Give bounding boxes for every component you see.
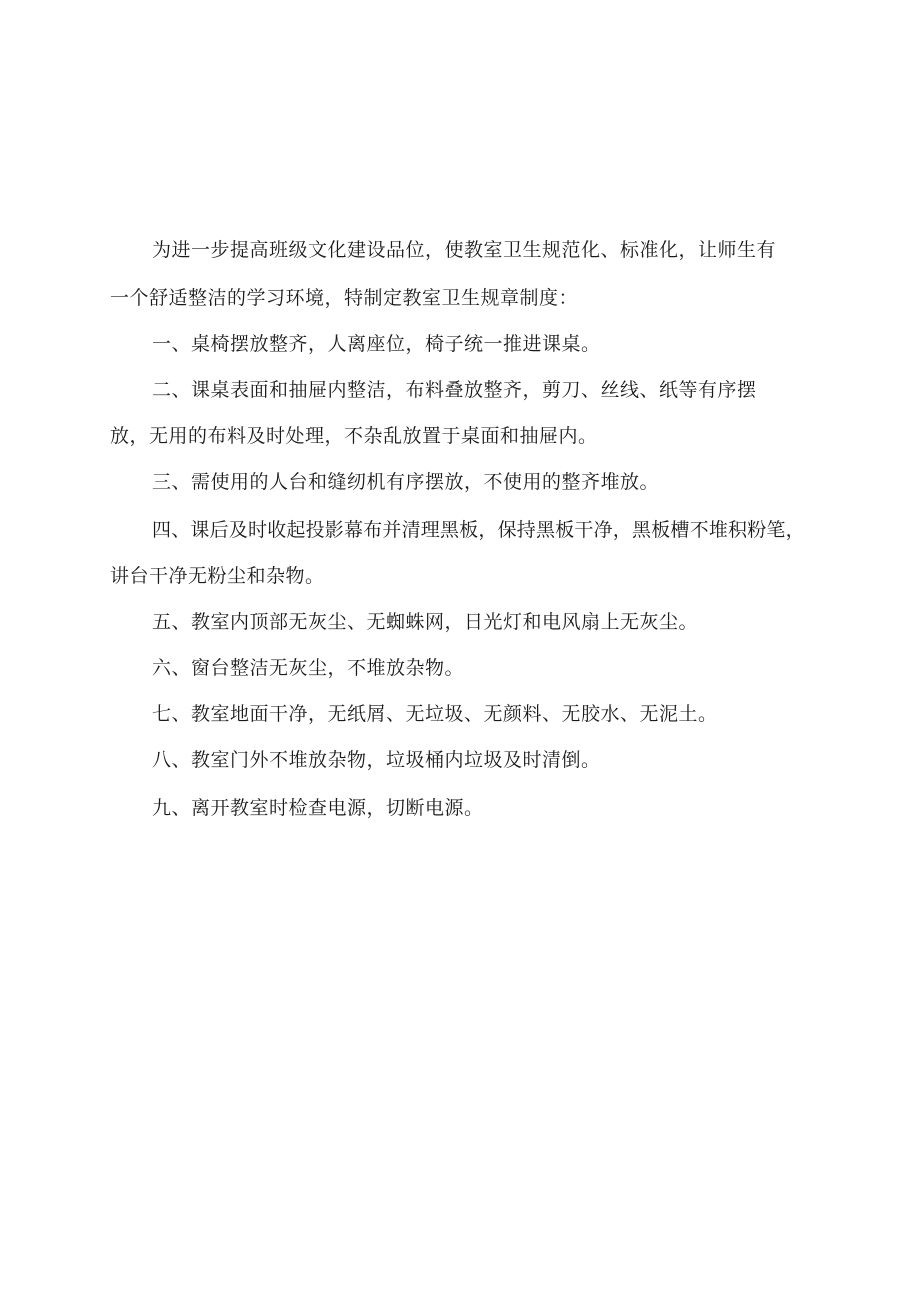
rule-8: 八、教室门外不堆放杂物，垃圾桶内垃圾及时清倒。 [152,749,601,771]
rule-9: 九、离开教室时检查电源，切断电源。 [152,797,484,819]
rule-2-line-2: 放，无用的布料及时处理，不杂乱放置于桌面和抽屉内。 [110,425,598,447]
intro-line-1: 为进一步提高班级文化建设品位，使教室卫生规范化、标准化，让师生有 [152,239,777,261]
rule-3: 三、需使用的人台和缝纫机有序摆放，不使用的整齐堆放。 [152,471,660,493]
rule-2-line-1: 二、课桌表面和抽屉内整洁，布料叠放整齐，剪刀、丝线、纸等有序摆 [152,379,757,401]
rule-5: 五、教室内顶部无灰尘、无蜘蛛网，日光灯和电风扇上无灰尘。 [152,611,699,633]
rule-1: 一、桌椅摆放整齐，人离座位，椅子统一推进课桌。 [152,333,601,355]
rule-4-line-1: 四、课后及时收起投影幕布并清理黑板，保持黑板干净，黑板槽不堆积粉笔， [152,519,805,541]
intro-line-2: 一个舒适整洁的学习环境，特制定教室卫生规章制度： [110,287,579,309]
rule-7: 七、教室地面干净，无纸屑、无垃圾、无颜料、无胶水、无泥土。 [152,703,718,725]
rule-4-line-2: 讲台干净无粉尘和杂物。 [110,565,325,587]
rule-6: 六、窗台整洁无灰尘，不堆放杂物。 [152,657,465,679]
